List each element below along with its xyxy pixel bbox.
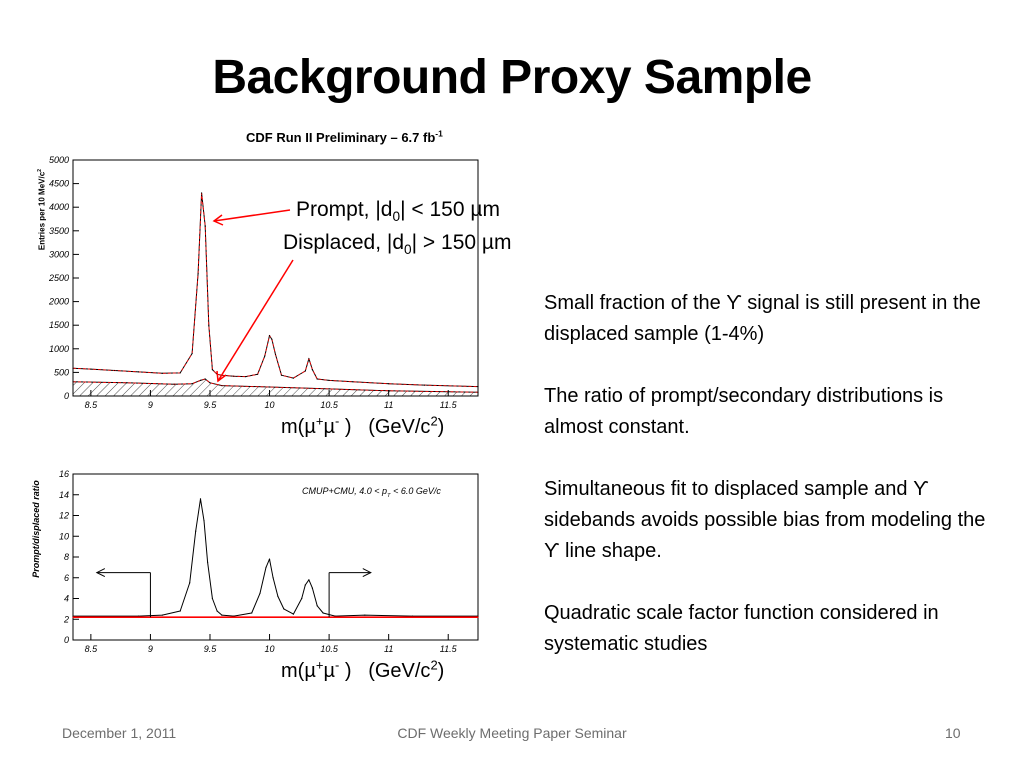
- xlabel-sup3: 2: [430, 657, 438, 673]
- data-point: [233, 376, 234, 377]
- data-point: [180, 372, 181, 373]
- xlabel-part4: ): [437, 416, 445, 438]
- prompt-annotation-sub: 0: [392, 209, 401, 225]
- data-point: [269, 335, 270, 336]
- x-tick-label: 9: [147, 400, 153, 410]
- plot-frame: [73, 160, 478, 396]
- bullet-item: Quadratic scale factor function considered in systematic studies: [544, 602, 939, 655]
- x-tick-label: 9.5: [203, 644, 217, 654]
- xlabel-part3: ) (GeV/c: [339, 660, 431, 682]
- chart2-ylabel: Prompt/displaced ratio: [31, 480, 41, 578]
- data-point: [72, 617, 73, 618]
- chart1-ylabel-superscript: 2: [36, 168, 43, 172]
- data-point: [477, 617, 478, 618]
- data-point: [207, 562, 208, 563]
- data-point: [195, 531, 196, 532]
- data-point: [208, 325, 209, 326]
- data-point: [126, 382, 127, 383]
- y-tick-label: 500: [53, 367, 69, 378]
- data-point: [259, 593, 260, 594]
- data-point: [72, 381, 73, 382]
- chart1-title-text: CDF Run II Preliminary – 6.7 fb: [246, 130, 436, 145]
- data-point: [281, 375, 282, 376]
- plot-frame: [73, 474, 478, 640]
- y-tick-label: 0: [63, 391, 69, 401]
- slide-title: Background Proxy Sample: [212, 51, 812, 104]
- footer-page-number: 10: [945, 725, 961, 741]
- data-point: [273, 577, 274, 578]
- y-tick-label: 2500: [48, 273, 69, 283]
- data-point: [283, 608, 284, 609]
- data-point: [265, 567, 266, 568]
- displaced-annotation-sub: 0: [404, 242, 412, 258]
- data-point: [90, 369, 91, 370]
- xlabel-sup2: -: [334, 657, 340, 673]
- data-point: [209, 382, 210, 383]
- data-point: [205, 378, 206, 379]
- y-tick-label: 12: [58, 510, 69, 521]
- xlabel-sup1: +: [315, 413, 324, 429]
- x-tick-label: 10.5: [320, 644, 338, 654]
- prompt-arrow-line: [214, 210, 290, 221]
- bullet-list: [544, 288, 1004, 691]
- y-tick-label: 4: [63, 593, 69, 604]
- displaced-arrow-line: [218, 260, 293, 381]
- x-tick-label: 10: [264, 644, 275, 654]
- y-tick-label: 16: [58, 469, 69, 479]
- data-point: [192, 353, 193, 354]
- prompt-annotation: [296, 198, 500, 225]
- data-point: [192, 383, 193, 384]
- data-point: [257, 374, 258, 375]
- displaced-annotation: [283, 231, 512, 258]
- data-point: [72, 368, 73, 369]
- data-point: [189, 582, 190, 583]
- y-tick-label: 4000: [48, 202, 69, 213]
- data-point: [200, 380, 201, 381]
- x-tick-label: 11: [383, 400, 394, 410]
- data-point: [221, 615, 222, 616]
- fit-curve: [73, 193, 478, 387]
- data-point: [293, 614, 294, 615]
- xlabel-part2: µ: [323, 660, 335, 682]
- series-line-prompt-d0-150-m: [73, 193, 478, 387]
- chart2-title: [302, 486, 441, 499]
- x-tick-label: 9: [147, 644, 153, 654]
- data-point: [477, 386, 478, 387]
- data-point: [198, 273, 199, 274]
- x-tick-label: 11: [383, 644, 394, 654]
- data-point: [251, 612, 252, 613]
- data-point: [205, 226, 206, 227]
- data-point: [323, 612, 324, 613]
- x-tick-label: 10: [264, 400, 275, 410]
- x-tick-label: 8.5: [84, 644, 98, 654]
- data-point: [269, 386, 270, 387]
- data-point: [221, 385, 222, 386]
- data-point: [264, 355, 265, 356]
- y-tick-label: 1000: [48, 343, 69, 354]
- bullet-item: Small fraction of the ϒ signal is still present in the displaced sample (1-4%): [544, 292, 981, 345]
- series-line-ratio: [73, 499, 478, 616]
- xlabel-sup2: -: [334, 413, 340, 429]
- data-point: [114, 370, 115, 371]
- data-point: [275, 354, 276, 355]
- data-point: [162, 373, 163, 374]
- data-point: [308, 358, 309, 359]
- data-point: [212, 598, 213, 599]
- y-tick-label: 14: [58, 489, 69, 500]
- data-point: [477, 392, 478, 393]
- data-point: [364, 615, 365, 616]
- y-tick-label: 5000: [48, 155, 69, 165]
- data-point: [308, 579, 309, 580]
- xlabel-part3: ) (GeV/c: [339, 416, 431, 438]
- x-tick-label: 10.5: [320, 400, 338, 410]
- data-point: [317, 605, 318, 606]
- data-point: [180, 610, 181, 611]
- prompt-annotation-pre: Prompt, |d: [296, 198, 393, 221]
- data-point: [424, 385, 425, 386]
- data-point: [293, 378, 294, 379]
- displaced-annotation-pre: Displaced, |d: [283, 231, 405, 254]
- x-tick-label: 8.5: [84, 400, 98, 410]
- data-point: [317, 378, 318, 379]
- x-tick-label: 11.5: [439, 644, 457, 654]
- footer-date: December 1, 2011: [62, 725, 177, 741]
- data-point: [329, 380, 330, 381]
- data-point: [245, 376, 246, 377]
- chart1-title: [246, 130, 443, 145]
- y-tick-label: 3000: [48, 249, 69, 260]
- data-point: [388, 383, 389, 384]
- chart2-title-post: < 6.0 GeV/c: [390, 486, 441, 496]
- chart1-ylabel: [38, 145, 47, 275]
- chart1-xlabel: [281, 413, 445, 439]
- chart2-xlabel: [281, 657, 445, 683]
- y-tick-label: 10: [58, 531, 69, 542]
- data-point: [305, 584, 306, 585]
- data-point: [217, 610, 218, 611]
- data-point: [200, 498, 201, 499]
- data-point: [312, 588, 313, 589]
- x-tick-label: 9.5: [203, 400, 217, 410]
- y-tick-label: 8: [63, 552, 69, 562]
- data-point: [138, 371, 139, 372]
- data-point: [162, 615, 163, 616]
- data-point: [203, 520, 204, 521]
- xlabel-sup3: 2: [430, 413, 438, 429]
- data-point: [301, 598, 302, 599]
- xlabel-sup1: +: [315, 657, 324, 673]
- bullet-item: The ratio of prompt/secondary distributions is almost constant.: [544, 385, 944, 438]
- data-point: [201, 192, 202, 193]
- xlabel-part1: m(µ: [281, 416, 316, 438]
- data-point: [212, 369, 213, 370]
- y-tick-label: 2: [63, 614, 69, 625]
- y-tick-label: 3500: [48, 225, 69, 236]
- data-point: [352, 381, 353, 382]
- x-tick-label: 11.5: [439, 400, 457, 410]
- chart1-ylabel-text: Entries per 10 MeV/c: [37, 171, 47, 251]
- chart1-plot: [48, 155, 479, 410]
- data-point: [271, 339, 272, 340]
- y-tick-label: 2000: [48, 296, 69, 307]
- xlabel-part2: µ: [323, 416, 335, 438]
- data-point: [329, 388, 330, 389]
- chart2-title-sub: T: [387, 492, 391, 499]
- data-point: [269, 559, 270, 560]
- displaced-annotation-post: | > 150 µm: [411, 231, 512, 254]
- chart1-title-superscript: -1: [435, 128, 443, 139]
- xlabel-part1: m(µ: [281, 660, 316, 682]
- data-point: [174, 384, 175, 385]
- xlabel-part4: ): [437, 660, 445, 682]
- y-tick-label: 1500: [48, 320, 69, 331]
- bullet-item: Simultaneous fit to displaced sample and ϒ sidebands avoids possible bias from modeling the ϒ line shape.: [544, 478, 986, 562]
- data-point: [277, 596, 278, 597]
- data-point: [312, 369, 313, 370]
- data-point: [305, 370, 306, 371]
- prompt-annotation-post: | < 150 µm: [400, 198, 500, 221]
- chart2-plot: [59, 469, 479, 654]
- y-tick-label: 6: [63, 572, 69, 583]
- y-tick-label: 0: [63, 635, 69, 645]
- y-tick-label: 4500: [48, 178, 69, 189]
- chart2-title-text: CMUP+CMU, 4.0 < p: [302, 486, 388, 496]
- footer-title: CDF Weekly Meeting Paper Seminar: [397, 725, 627, 741]
